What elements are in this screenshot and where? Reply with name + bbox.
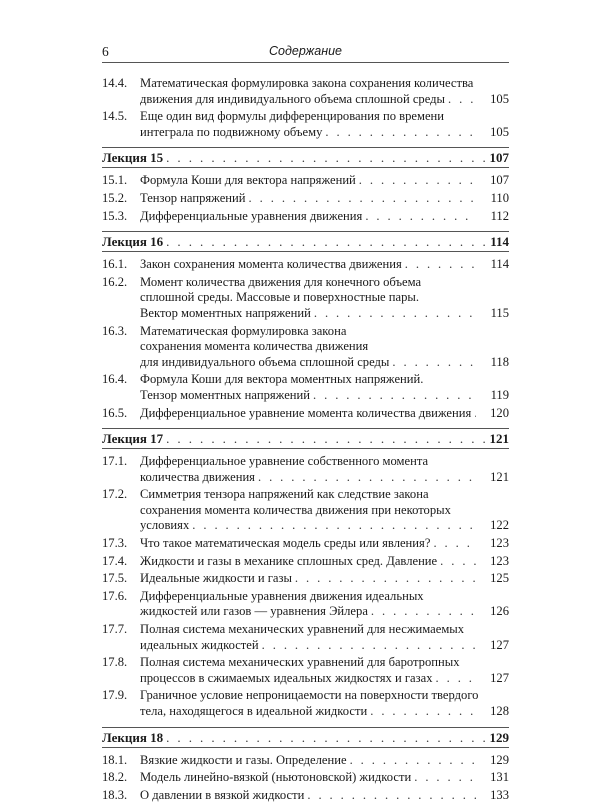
- section-number: 17.8.: [102, 655, 128, 670]
- toc-entry-16-1[interactable]: [102, 257, 509, 273]
- toc-entry-17-9[interactable]: [102, 688, 509, 719]
- page-ref: 129: [489, 729, 509, 745]
- section-number: 15.1.: [102, 173, 128, 188]
- lecture-heading-16[interactable]: [102, 231, 509, 252]
- toc-entry-15-2[interactable]: [102, 191, 509, 207]
- section-number: 17.5.: [102, 571, 128, 586]
- entry-title-line: Еще один вид формулы дифференцирования по времени: [140, 109, 445, 124]
- dot-leader: [433, 536, 476, 552]
- dot-leader: [436, 671, 477, 687]
- entry-title-line: процессов в сжимаемых идеальных жидкостях и газах: [140, 670, 433, 685]
- section-number: 14.4.: [102, 76, 128, 90]
- toc-entry-15-1[interactable]: [102, 173, 509, 189]
- toc-entry-14-4[interactable]: [102, 76, 509, 107]
- entry-title-line: Тензор напряжений: [140, 190, 246, 205]
- section-number: 17.3.: [102, 536, 128, 551]
- lecture-heading-15[interactable]: [102, 147, 509, 168]
- dot-leader: [166, 431, 486, 447]
- entry-title-line: Момент количества движения для конечного объема: [140, 274, 422, 289]
- dot-leader: [474, 406, 476, 422]
- toc-entry-15-3[interactable]: [102, 209, 509, 225]
- section-number: 16.3.: [102, 323, 128, 338]
- dot-leader: [313, 388, 476, 404]
- entry-title-line: интеграла по подвижному объему: [140, 124, 323, 139]
- page-ref: 110: [490, 190, 509, 205]
- dot-leader: [314, 306, 476, 322]
- page-number: 6: [102, 44, 109, 59]
- dot-leader: [359, 173, 476, 189]
- entry-title-line: Полная система механических уравнений для несжимаемых: [140, 622, 465, 637]
- toc-entry-17-6[interactable]: [102, 589, 509, 620]
- dot-leader: [166, 234, 487, 250]
- dot-leader: [350, 753, 476, 769]
- toc-entry-18-1[interactable]: [102, 753, 509, 769]
- table-of-contents: [102, 76, 509, 803]
- page-ref: 119: [490, 387, 509, 402]
- entry-title-line: Закон сохранения момента количества движения: [140, 257, 402, 272]
- entry-title-line: количества движения: [140, 469, 255, 484]
- section-number: 18.3.: [102, 787, 128, 802]
- section-number: 18.2.: [102, 770, 128, 785]
- lecture-heading-18[interactable]: [102, 727, 509, 748]
- page-ref: 114: [490, 257, 509, 272]
- entry-title-line: тела, находящегося в идеальной жидкости: [140, 704, 368, 718]
- dot-leader: [448, 92, 476, 108]
- page-ref: 128: [490, 704, 509, 718]
- dot-leader: [192, 518, 476, 534]
- dot-leader: [295, 571, 476, 587]
- toc-entry-16-5[interactable]: [102, 406, 509, 422]
- entry-title-line: Тензор моментных напряжений: [140, 387, 310, 402]
- entry-title-line: Идеальные жидкости и газы: [140, 571, 292, 586]
- page-ref: 126: [490, 604, 509, 619]
- toc-entry-14-5[interactable]: [102, 109, 509, 140]
- page-ref: 125: [490, 571, 509, 586]
- section-number: 17.6.: [102, 588, 128, 603]
- dot-leader: [370, 704, 476, 720]
- toc-entry-17-7[interactable]: [102, 622, 509, 653]
- page-ref: 115: [490, 305, 509, 320]
- page-ref: 112: [490, 208, 509, 223]
- section-number: 17.1.: [102, 454, 128, 469]
- page-ref: 129: [490, 752, 509, 767]
- section-number: 17.7.: [102, 622, 128, 637]
- section-number: 16.4.: [102, 372, 128, 387]
- entry-title-line: Полная система механических уравнений для баротропных: [140, 655, 460, 670]
- dot-leader: [258, 470, 476, 486]
- entry-title-line: Жидкости и газы в механике сплошных сред. Давление: [140, 553, 438, 568]
- lecture-heading-17[interactable]: [102, 428, 509, 449]
- page-ref: 121: [489, 431, 509, 447]
- entry-title-line: Что такое математическая модель среды или явления?: [140, 536, 431, 551]
- page-ref: 114: [490, 234, 509, 250]
- entry-title-line: сплошной среды. Массовые и поверхностные пары.: [140, 290, 420, 305]
- page-ref: 131: [490, 770, 509, 785]
- dot-leader: [307, 788, 476, 803]
- toc-entry-17-5[interactable]: [102, 571, 509, 587]
- page-ref: 127: [490, 637, 509, 652]
- entry-title-line: жидкостей или газов — уравнения Эйлера: [140, 604, 368, 619]
- entry-title-line: Математическая формулировка закона: [140, 323, 347, 338]
- entry-title-line: Математическая формулировка закона сохранения количества: [140, 76, 474, 90]
- dot-leader: [405, 257, 476, 273]
- page-ref: 120: [490, 405, 509, 420]
- page-ref: 123: [490, 553, 509, 568]
- section-number: 17.2.: [102, 487, 128, 502]
- page-header: [102, 44, 509, 63]
- lecture-title: Лекция 17: [102, 431, 164, 447]
- page-ref: 105: [490, 124, 509, 139]
- entry-title-line: Вектор моментных напряжений: [140, 305, 311, 320]
- toc-entry-16-3[interactable]: [102, 324, 509, 371]
- entry-title-line: условиях: [140, 518, 190, 533]
- lecture-title: Лекция 16: [102, 234, 164, 250]
- dot-leader: [166, 730, 486, 746]
- section-number: 16.5.: [102, 405, 128, 420]
- page-ref: 121: [490, 469, 509, 484]
- entry-title-line: Формула Коши для вектора напряжений: [140, 173, 356, 188]
- entry-title-line: сохранения момента количества движения при некоторых: [140, 502, 451, 517]
- entry-title-line: О давлении в вязкой жидкости: [140, 787, 305, 802]
- page-ref: 107: [490, 173, 509, 188]
- entry-title-line: Дифференциальные уравнения движения: [140, 208, 363, 223]
- toc-entry-17-3[interactable]: [102, 536, 509, 552]
- toc-entry-17-8[interactable]: [102, 655, 509, 686]
- toc-entry-17-4[interactable]: [102, 554, 509, 570]
- page-ref: 107: [489, 150, 509, 166]
- toc-entry-18-2[interactable]: [102, 770, 509, 786]
- dot-leader: [392, 355, 476, 371]
- entry-title-line: Формула Коши для вектора моментных напряжений.: [140, 372, 424, 387]
- toc-entry-17-1[interactable]: [102, 454, 509, 485]
- page-ref: 123: [490, 536, 509, 551]
- section-number: 17.9.: [102, 688, 128, 703]
- toc-entry-17-2[interactable]: [102, 487, 509, 534]
- entry-title-line: Дифференциальное уравнение момента количества движения: [140, 405, 472, 420]
- dot-leader: [262, 638, 476, 654]
- entry-title-line: движения для индивидуального объема сплошной среды: [140, 91, 446, 106]
- dot-leader: [440, 554, 476, 570]
- entry-title-line: для индивидуального объема сплошной среды: [140, 354, 390, 369]
- dot-leader: [166, 150, 486, 166]
- entry-title-line: Симметрия тензора напряжений как следствие закона: [140, 487, 429, 502]
- dot-leader: [325, 125, 476, 141]
- section-number: 18.1.: [102, 752, 128, 767]
- entry-title-line: Дифференциальное уравнение собственного момента: [140, 454, 429, 469]
- section-number: 15.3.: [102, 208, 128, 223]
- page-ref: 133: [490, 787, 509, 802]
- entry-title-line: Модель линейно-вязкой (ньютоновской) жидкости: [140, 770, 412, 785]
- section-number: 15.2.: [102, 190, 128, 205]
- page-ref: 105: [490, 91, 509, 106]
- section-number: 16.2.: [102, 274, 128, 289]
- section-number: 14.5.: [102, 109, 128, 124]
- dot-leader: [365, 209, 476, 225]
- entry-title-line: Дифференциальные уравнения движения идеальных: [140, 588, 424, 603]
- dot-leader: [414, 770, 476, 786]
- section-number: 17.4.: [102, 553, 128, 568]
- entry-title-line: идеальных жидкостей: [140, 637, 259, 652]
- lecture-title: Лекция 18: [102, 729, 164, 745]
- lecture-title: Лекция 15: [102, 150, 164, 166]
- page-ref: 127: [490, 670, 509, 685]
- entry-title-line: сохранения момента количества движения: [140, 339, 369, 354]
- dot-leader: [249, 191, 476, 207]
- page-ref: 122: [490, 518, 509, 533]
- section-number: 16.1.: [102, 257, 128, 272]
- entry-title-line: Граничное условие непроницаемости на поверхности твердого: [140, 688, 479, 703]
- page-ref: 118: [490, 354, 509, 369]
- toc-entry-18-3[interactable]: [102, 788, 509, 803]
- toc-entry-16-2[interactable]: [102, 275, 509, 322]
- dot-leader: [371, 604, 476, 620]
- toc-entry-16-4[interactable]: [102, 372, 509, 403]
- running-title: Содержание: [269, 44, 342, 58]
- entry-title-line: Вязкие жидкости и газы. Определение: [140, 752, 347, 767]
